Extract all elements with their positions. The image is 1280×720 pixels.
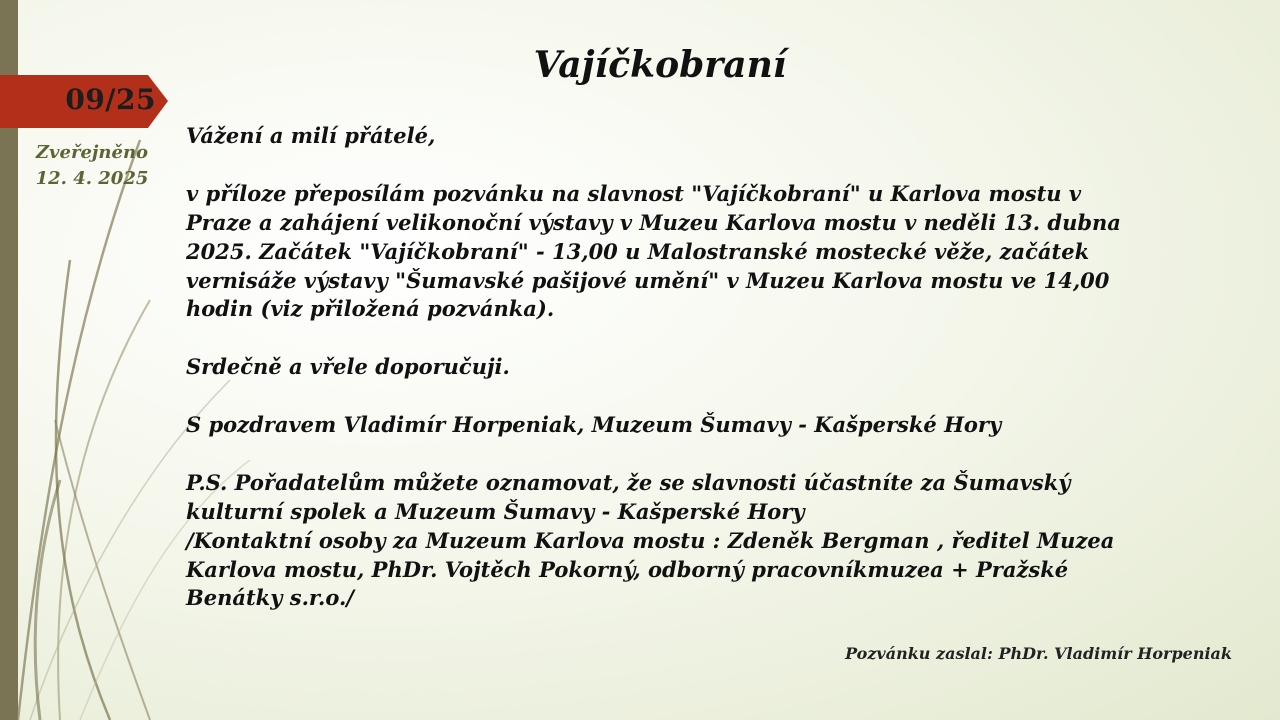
- page-title: Vajíčkobraní: [533, 44, 787, 86]
- page-number: 09/25: [65, 83, 156, 116]
- ps-line: P.S. Pořadatelům můžete oznamovat, že se slavnosti účastníte za Šumavský: [186, 469, 1071, 495]
- paragraph-line: Praze a zahájení velikonoční výstavy v Muzeu Karlova mostu v neděli 13. dubna: [186, 209, 1121, 235]
- paragraph-line: vernisáže výstavy "Šumavské pašijové umění" v Muzeu Karlova mostu ve 14,00: [186, 267, 1110, 293]
- published-date: 12. 4. 2025: [35, 168, 149, 189]
- ps-line: kulturní spolek a Muzeum Šumavy - Kašperské Hory: [186, 498, 805, 524]
- sender-note: Pozvánku zaslal: PhDr. Vladimír Horpeniak: [845, 644, 1232, 663]
- ps-line: Karlova mostu, PhDr. Vojtěch Pokorný, odborný pracovníkmuzea + Pražské: [186, 556, 1069, 582]
- regards: S pozdravem Vladimír Horpeniak, Muzeum Šumavy - Kašperské Hory: [186, 412, 1002, 438]
- recommendation: Srdečně a vřele doporučuji.: [186, 354, 510, 380]
- ps-line: Benátky s.r.o./: [186, 585, 354, 611]
- ps-line: /Kontaktní osoby za Muzeum Karlova mostu : Zdeněk Bergman , ředitel Muzea: [186, 527, 1115, 553]
- paragraph-line: v příloze přeposílám pozvánku na slavnost "Vajíčkobraní" u Karlova mostu v: [186, 180, 1082, 206]
- letter-body: [186, 122, 1216, 613]
- greeting: Vážení a milí přátelé,: [186, 123, 436, 148]
- published-label: Zveřejněno: [35, 142, 149, 163]
- published-info: [22, 140, 162, 192]
- page-number-badge: [0, 75, 168, 128]
- paragraph-line: hodin (viz přiložená pozvánka).: [186, 296, 555, 322]
- paragraph-line: 2025. Začátek "Vajíčkobraní" - 13,00 u Malostranské mostecké věže, začátek: [186, 238, 1090, 264]
